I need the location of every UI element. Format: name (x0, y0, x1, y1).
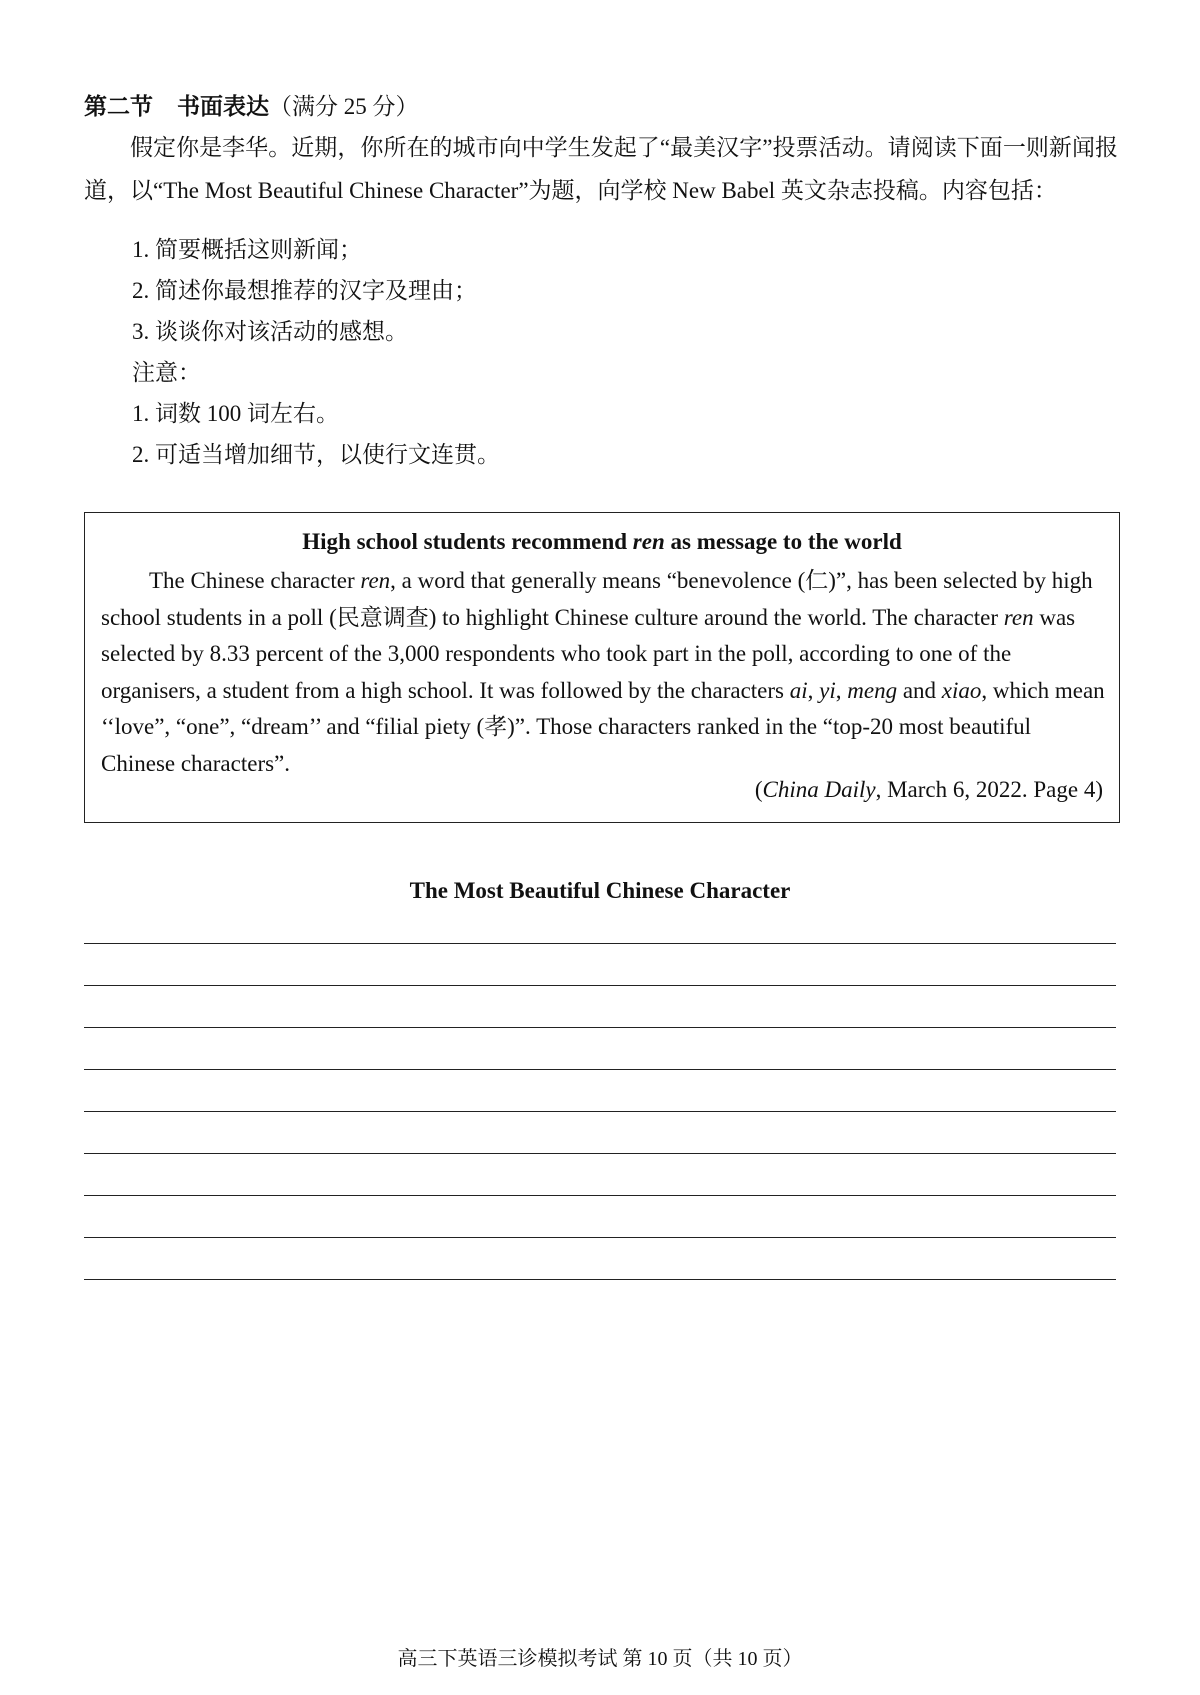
answer-line[interactable] (84, 1153, 1116, 1154)
news-source-citation: (China Daily, March 6, 2022. Page 4) (754, 777, 1103, 802)
answer-line[interactable] (84, 1111, 1116, 1112)
requirement-item: 1. 简要概括这则新闻； (132, 237, 362, 262)
answer-line[interactable] (84, 1237, 1116, 1238)
answer-line[interactable] (84, 1027, 1116, 1028)
answer-line[interactable] (84, 1195, 1116, 1196)
section-score: （满分 25 分） (269, 94, 419, 119)
news-headline: High school students recommend ren as message to the world (302, 529, 902, 554)
requirement-item: 2. 简述你最想推荐的汉字及理由； (132, 278, 477, 303)
news-article-box (84, 512, 1120, 823)
answer-line[interactable] (84, 1069, 1116, 1070)
note-item: 2. 可适当增加细节，以使行文连贯。 (132, 442, 500, 467)
requirement-item: 3. 谈谈你对该活动的感想。 (132, 319, 408, 344)
notes-label: 注意： (132, 360, 201, 385)
page-footer: 高三下英语三诊模拟考试 第 10 页（共 10 页） (397, 1648, 803, 1670)
answer-line[interactable] (84, 943, 1116, 944)
section-heading (84, 92, 419, 122)
answer-line[interactable] (84, 1279, 1116, 1280)
answer-line[interactable] (84, 985, 1116, 986)
section-label: 第二节 (84, 94, 153, 119)
essay-title: The Most Beautiful Chinese Character (409, 878, 791, 903)
news-body: The Chinese character ren, a word that generally means “benevolence (仁)”, has been selected by high school students in a poll (民意调查) to highlight Chinese culture around the world. The character ren was selected by 8.33 percent of the 3,000 respondents who took part in the poll, according to one of the organisers, a student from a high school. It was followed by the characters ai, yi, meng and xiao, which mean ‘‘love”, “one”, “dream’’ and “filial piety (孝)”. Those characters ranked in the “top-20 most beautiful Chinese characters”. (101, 568, 1105, 776)
note-item: 1. 词数 100 词左右。 (132, 401, 339, 426)
section-name: 书面表达 (177, 94, 269, 119)
task-instructions: 假定你是李华。近期，你所在的城市向中学生发起了“最美汉字”投票活动。请阅读下面一则新闻报道，以“The Most Beautiful Chinese Character”为题，向学校 New Babel 英文杂志投稿。内容包括： (84, 135, 1118, 203)
